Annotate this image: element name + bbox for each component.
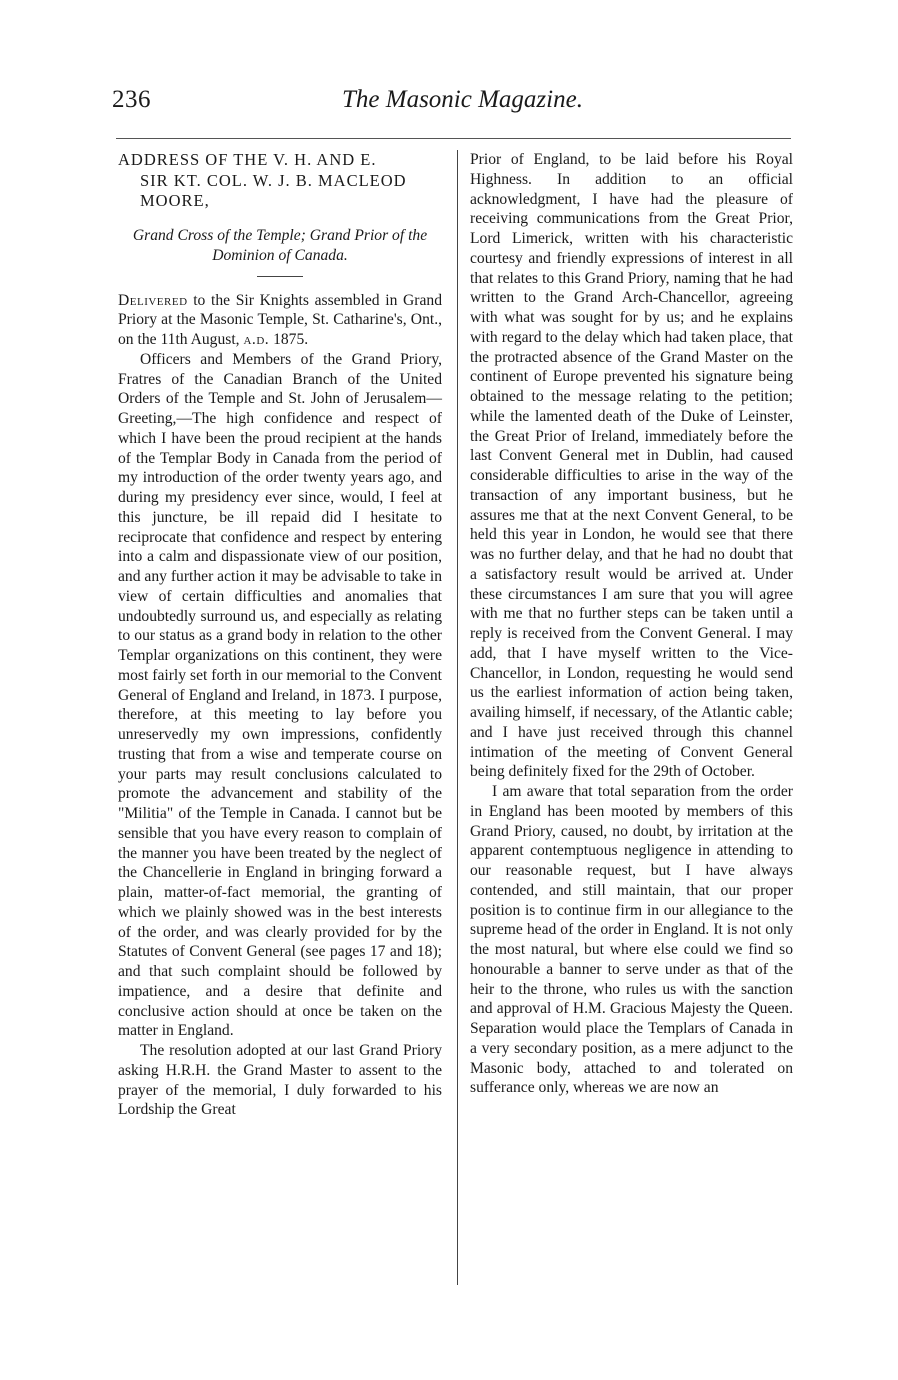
delivered-text: to the Sir Knights assembled in Grand Priory at the Masonic Temple, St. Catharine's, Ont., on the 11th August, <box>118 291 442 348</box>
page-header <box>112 86 792 122</box>
right-column <box>470 150 793 1098</box>
running-title: The Masonic Magazine. <box>342 86 583 113</box>
article-title-line-2: SIR KT. COL. W. J. B. MACLEOD <box>140 170 407 190</box>
page-number: 236 <box>112 86 151 113</box>
article-title-line-3: MOORE, <box>140 191 210 210</box>
body-paragraph: Officers and Members of the Grand Priory, Fratres of the Canadian Branch of the United Orders of the Temple and St. John of Jerusalem—Greeting,—The high confidence and respect of which I have been the proud recipient at the hands of the Templar Body in Canada from the period of my introduction of the order twenty years ago, and during my presidency ever since, would, I feel at this juncture, be ill repaid did I hesitate to reciprocate that confidence and respect by entering into a calm and dispassionate view of our position, and any further action it may be advisable to take in view of certain difficulties and anomalies that undoubtedly surround us, and especially as relating to our status as a grand body in relation to the other Templar organizations on this continent, they were most fairly set forth in our memorial to the Convent General of England and Ireland, in 1873. I purpose, therefore, at this meeting to lay before you unreservedly my own impressions, confidently trusting that from a wise and temperate course on your parts may result conclusions calculated to promote the advancement and stability of the "Militia" of the Temple in Canada. I cannot but be sensible that you have every reason to complain of the manner you have been treated by the neglect of the Chancellerie in England in bringing forward a plain, matter-of-fact memorial, the granting of which we plainly showed was in the best interests of the order, and was clearly provided for by the Statutes of Convent General (see pages 17 and 18); and that such complaint should be followed by impatience, and a desire that definite and conclusive action should at once be taken on the matter in England. <box>118 350 442 1040</box>
body-paragraph: I am aware that total separation from the order in England has been mooted by members of this Grand Priory, caused, no doubt, by irritation at the apparent contemptuous negligence in attending to our reasonable request, but I have always contended, and still maintain, that our proper position is to continue firm in our allegiance to the supreme head of the order in England. It is not only the most natural, but where else could we find so honourable a banner to serve under as that of the heir to the throne, who rules us with the sanction and approval of H.M. Gracious Majesty the Queen. Separation would place the Templars of Canada in a very secondary position, as a mere adjunct to the Masonic body, attached to and tolerated on sufferance only, whereas we are now an <box>470 783 793 1097</box>
left-column <box>118 150 442 1120</box>
delivered-paragraph <box>118 291 442 350</box>
article-title <box>118 150 442 212</box>
column-divider <box>457 150 458 1285</box>
delivered-lead: Delivered <box>118 291 188 309</box>
subtitle-rule <box>257 276 303 277</box>
article-title-line-1: ADDRESS OF THE V. H. AND E. <box>118 150 377 169</box>
body-paragraph: Prior of England, to be laid before his Royal Highness. In addition to an official acknowledgment, I have had the pleasure of receiving communications from the Great Prior, Lord Limerick, written with his characteristic courtesy and friendly expressions of interest in all that relates to this Grand Priory, naming that he had written to the Grand Arch-Chancellor, agreeing with what was sought for by us; and he explains with regard to the delay which had taken place, that the protracted absence of the Grand Master on the continent of Europe prevented his signature being obtained to the message relating to the petition; while the lamented death of the Duke of Leinster, the Great Prior of Ireland, immediately before the last Convent General met in Dublin, had caused considerable difficulties to arise in the way of the transaction of any important business, but he assures me that at the next Convent General, to be held this year in London, he would see that there was no further delay, and that he had no doubt that a satisfactory result would be arrived at. Under these circumstances I am sure that you will agree with me that no further steps can be taken until a reply is received from the Convent General. I may add, that I have myself written to the Vice-Chancellor, in London, requesting he would send us the earliest information of action being taken, availing himself, if necessary, of the Atlantic cable; and I have just received through this channel intimation of the meeting of Convent General being definitely fixed for the 29th of October. <box>470 151 793 781</box>
delivered-year: 1875. <box>269 331 309 348</box>
body-paragraph: The resolution adopted at our last Grand Priory asking H.R.H. the Grand Master to assent to the prayer of the memorial, I duly forwarded to his Lordship the Great <box>118 1042 442 1119</box>
delivered-ad: a.d. <box>243 331 270 348</box>
article-subtitle: Grand Cross of the Temple; Grand Prior of the Dominion of Canada. <box>132 226 428 264</box>
header-rule <box>116 138 791 139</box>
